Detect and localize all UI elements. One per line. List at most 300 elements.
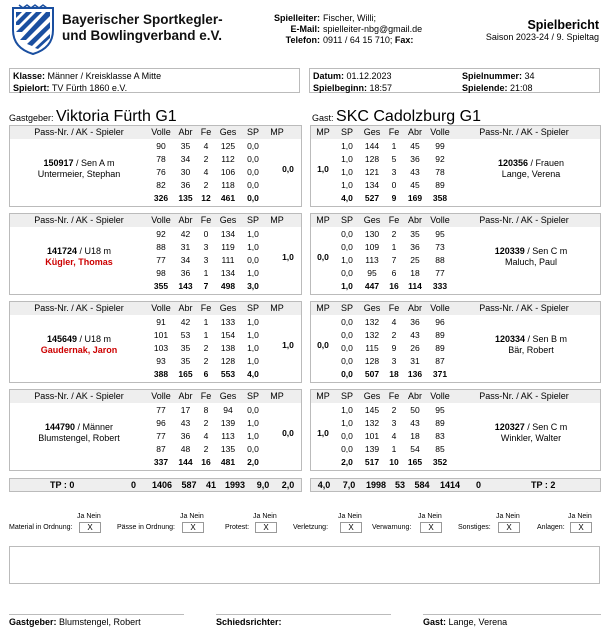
- col-header-sp: SP: [340, 391, 353, 401]
- home-game-row: [148, 241, 265, 254]
- check-box[interactable]: X: [340, 522, 362, 533]
- col-header-sp: SP: [340, 303, 353, 313]
- guest-cell-abr: 36: [410, 242, 420, 252]
- home-game-row: [148, 342, 265, 355]
- home-sum-row: [148, 192, 265, 205]
- guest-cell-ges: 447: [364, 281, 380, 291]
- guest-score-rows: [335, 140, 453, 205]
- phone-line: [323, 35, 422, 46]
- email-label: E-Mail:: [290, 24, 320, 34]
- col-header-volle: Volle: [151, 303, 171, 313]
- check-box[interactable]: X: [570, 522, 592, 533]
- col-header-ges: Ges: [219, 391, 237, 401]
- home-player-name: Gaudernak, Jaron: [40, 345, 118, 355]
- col-header-abr: Abr: [178, 127, 193, 137]
- home-player-pass-line: [10, 158, 148, 169]
- home-player-block: [9, 125, 302, 207]
- col-header-mp: MP: [270, 303, 284, 313]
- home-cell-fe: 2: [203, 154, 209, 164]
- home-player-block: [9, 389, 302, 471]
- guest-game-row: [335, 228, 453, 241]
- guest-game-row: [335, 329, 453, 342]
- home-cell-abr: 165: [178, 369, 193, 379]
- klasse-value: Männer / Kreisklasse A Mitte: [47, 71, 162, 81]
- col-header-abr: Abr: [178, 215, 193, 225]
- home-cell-sp: 2,0: [247, 457, 259, 467]
- guest-cell-sp: 1,0: [341, 281, 353, 291]
- home-signature: [9, 616, 141, 628]
- home-player-mp: 0,0: [282, 164, 294, 174]
- guest-score-rows: [335, 316, 453, 381]
- col-header-fe: Fe: [200, 127, 212, 137]
- home-player-ak: / Männer: [75, 422, 114, 432]
- guest-table-header: [311, 126, 600, 139]
- guest-game-row: [335, 342, 453, 355]
- guest-cell-abr: 31: [410, 356, 420, 366]
- home-player-pass: 145649: [46, 334, 78, 344]
- home-player-pass-line: [10, 246, 148, 257]
- home-cell-fe: 4: [203, 141, 209, 151]
- guest-cell-sp: 1,0: [341, 418, 353, 428]
- home-cell-abr: 135: [178, 193, 193, 203]
- home-cell-abr: 17: [180, 405, 191, 415]
- home-player-info: [10, 246, 148, 268]
- guest-cell-abr: 165: [407, 457, 423, 467]
- home-cell-ges: 138: [220, 343, 236, 353]
- col-header-fe: Fe: [200, 303, 212, 313]
- referee-signature-line: [216, 614, 391, 615]
- home-cell-volle: 82: [156, 180, 166, 190]
- col-header-fe: Fe: [388, 391, 400, 401]
- home-cell-abr: 35: [180, 141, 191, 151]
- guest-player-mp: 1,0: [317, 428, 329, 438]
- guest-cell-volle: 96: [435, 317, 445, 327]
- home-score-rows: [148, 228, 265, 293]
- home-cell-sp: 1,0: [247, 418, 259, 428]
- guest-game-row: [335, 153, 453, 166]
- home-cell-fe: 12: [201, 193, 211, 203]
- spielende-value: 21:08: [510, 83, 533, 93]
- home-total-mp2: 2,0: [281, 480, 295, 490]
- home-cell-volle: 96: [156, 418, 166, 428]
- guest-cell-volle: 371: [432, 369, 448, 379]
- ja-nein-header: Ja Nein: [338, 513, 362, 520]
- guest-total-fe: 53: [394, 480, 405, 490]
- guest-cell-sp: 2,0: [341, 457, 353, 467]
- guest-player-pass: 120327: [494, 422, 525, 432]
- guest-player-block: [310, 213, 601, 295]
- guest-cell-sp: 1,0: [341, 141, 353, 151]
- home-cell-fe: 2: [203, 343, 209, 353]
- guest-cell-volle: 95: [435, 405, 445, 415]
- guest-cell-sp: 1,0: [341, 180, 353, 190]
- guest-signature-line: [423, 614, 601, 615]
- col-header-abr: Abr: [178, 391, 193, 401]
- home-game-row: [148, 140, 265, 153]
- guest-cell-ges: 132: [364, 317, 380, 327]
- guest-cell-abr: 136: [407, 369, 423, 379]
- home-cell-abr: 43: [180, 418, 191, 428]
- col-header-player: Pass-Nr. / AK - Spieler: [34, 127, 124, 137]
- home-total-abr: 587: [181, 480, 197, 490]
- home-cell-sp: 0,0: [247, 193, 259, 203]
- col-header-player: Pass-Nr. / AK - Spieler: [34, 391, 124, 401]
- guest-game-row: [335, 417, 453, 430]
- guest-cell-volle: 333: [432, 281, 448, 291]
- guest-cell-fe: 1: [391, 444, 397, 454]
- guest-cell-volle: 95: [435, 229, 445, 239]
- guest-score-rows: [335, 404, 453, 469]
- check-label: Verletzung:: [293, 524, 329, 531]
- col-header-fe: Fe: [200, 391, 212, 401]
- phone-label: Telefon:: [285, 35, 320, 45]
- guest-cell-ges: 128: [364, 154, 380, 164]
- home-player-ak: / Sen A m: [73, 158, 115, 168]
- col-header-sp: SP: [340, 127, 353, 137]
- home-cell-abr: 144: [178, 457, 193, 467]
- guest-cell-fe: 7: [391, 255, 397, 265]
- home-cell-sp: 0,0: [247, 405, 259, 415]
- col-header-fe: Fe: [200, 215, 212, 225]
- ja-nein-header: Ja Nein: [253, 513, 277, 520]
- col-header-player: Pass-Nr. / AK - Spieler: [34, 215, 124, 225]
- guest-cell-abr: 114: [408, 281, 422, 291]
- guest-cell-ges: 101: [364, 431, 380, 441]
- home-signature-value: Blumstengel, Robert: [59, 617, 141, 627]
- col-header-player: Pass-Nr. / AK - Spieler: [34, 303, 124, 313]
- home-cell-sp: 0,0: [247, 154, 259, 164]
- home-cell-ges: 139: [220, 418, 236, 428]
- home-cell-ges: 128: [220, 356, 236, 366]
- guest-cell-abr: 45: [410, 141, 420, 151]
- home-tp: TP : 0: [50, 480, 75, 490]
- guest-total-mp: 4,0: [317, 480, 331, 490]
- home-cell-fe: 2: [203, 418, 209, 428]
- home-cell-volle: 77: [156, 431, 166, 441]
- guest-cell-volle: 73: [435, 242, 445, 252]
- guest-cell-abr: 43: [410, 418, 420, 428]
- home-player-name: Untermeier, Stephan: [37, 169, 121, 179]
- guest-player-name: Bär, Robert: [508, 345, 554, 355]
- home-cell-sp: 1,0: [247, 229, 259, 239]
- guest-signature-label: Gast:: [423, 617, 447, 627]
- home-cell-fe: 2: [203, 356, 209, 366]
- home-player-info: [10, 334, 148, 356]
- guest-cell-fe: 5: [391, 154, 397, 164]
- home-cell-volle: 77: [156, 405, 166, 415]
- guest-totals-bar: [310, 478, 601, 492]
- home-signature-line: [9, 614, 184, 615]
- home-sum-row: [148, 456, 265, 469]
- guest-cell-sp: 1,0: [341, 167, 353, 177]
- home-table-header: [10, 126, 301, 139]
- guest-cell-ges: 507: [364, 369, 380, 379]
- federation-line-2: und Bowlingverband e.V.: [62, 28, 223, 43]
- home-game-row: [148, 179, 265, 192]
- guest-cell-abr: 169: [407, 193, 423, 203]
- col-header-abr: Abr: [407, 215, 422, 225]
- home-sum-row: [148, 368, 265, 381]
- home-cell-abr: 35: [180, 343, 191, 353]
- guest-cell-sp: 0,0: [341, 356, 353, 366]
- home-cell-abr: 31: [180, 242, 191, 252]
- home-cell-abr: 34: [180, 154, 191, 164]
- home-total-fe: 41: [205, 480, 216, 490]
- guest-cell-fe: 4: [391, 431, 397, 441]
- guest-signature-value: Lange, Verena: [448, 617, 508, 627]
- guest-cell-sp: 4,0: [341, 193, 353, 203]
- home-game-row: [148, 166, 265, 179]
- datum-value: 01.12.2023: [346, 71, 392, 81]
- report-title-block: [486, 18, 599, 43]
- guest-cell-ges: 128: [364, 356, 380, 366]
- home-sum-row: [148, 280, 265, 293]
- home-game-row: [148, 228, 265, 241]
- col-header-sp: SP: [340, 215, 353, 225]
- guest-player-info: [460, 158, 602, 180]
- home-cell-abr: 34: [180, 255, 191, 265]
- home-game-row: [148, 267, 265, 280]
- guest-cell-fe: 6: [391, 268, 397, 278]
- home-game-row: [148, 153, 265, 166]
- guest-player-block: [310, 125, 601, 207]
- guest-cell-abr: 35: [410, 229, 420, 239]
- ja-nein-header: Ja Nein: [568, 513, 592, 520]
- home-player-pass: 141724: [46, 246, 78, 256]
- guest-cell-ges: 109: [364, 242, 380, 252]
- home-player-name: Blumstengel, Robert: [38, 433, 120, 443]
- guest-tp: TP : 2: [531, 480, 556, 490]
- col-header-volle: Volle: [430, 303, 450, 313]
- home-cell-ges: 498: [220, 281, 236, 291]
- season-label: Saison 2023-24 / 9. Spieltag: [485, 32, 599, 42]
- guest-game-row: [335, 179, 453, 192]
- home-cell-ges: 135: [220, 444, 236, 454]
- col-header-fe: Fe: [388, 303, 400, 313]
- home-player-pass: 144790: [44, 422, 75, 432]
- col-header-sp: SP: [246, 127, 259, 137]
- guest-player-pass-line: [460, 246, 602, 257]
- email-value: spielleiter-nbg@gmail.de: [323, 24, 423, 34]
- home-cell-ges: 106: [220, 167, 236, 177]
- home-player-pass-line: [10, 334, 148, 345]
- col-header-sp: SP: [246, 303, 259, 313]
- guest-game-row: [335, 443, 453, 456]
- home-table-header: [10, 302, 301, 315]
- guest-player-ak: / Frauen: [528, 158, 565, 168]
- guest-cell-sp: 1,0: [341, 154, 353, 164]
- home-cell-fe: 0: [203, 229, 209, 239]
- guest-team-label: Gast:: [312, 113, 334, 123]
- guest-player-block: [310, 389, 601, 471]
- guest-cell-ges: 130: [364, 229, 380, 239]
- col-header-ges: Ges: [363, 391, 381, 401]
- col-header-ges: Ges: [219, 127, 237, 137]
- col-header-volle: Volle: [430, 127, 450, 137]
- home-cell-fe: 1: [203, 330, 209, 340]
- guest-cell-volle: 83: [435, 431, 445, 441]
- guest-cell-volle: 99: [435, 141, 445, 151]
- ja-nein-header: Ja Nein: [496, 513, 520, 520]
- check-box[interactable]: X: [79, 522, 101, 533]
- check-label: Pässe in Ordnung:: [117, 524, 175, 531]
- guest-player-pass: 120334: [494, 334, 525, 344]
- fax-label: Fax:: [394, 35, 414, 45]
- match-info-right: [309, 68, 600, 93]
- guest-cell-volle: 89: [435, 180, 445, 190]
- guest-player-pass-line: [460, 334, 602, 345]
- home-player-block: [9, 301, 302, 383]
- home-cell-volle: 98: [156, 268, 166, 278]
- guest-cell-sp: 1,0: [341, 255, 353, 265]
- klasse-label: Klasse:: [13, 71, 46, 81]
- home-cell-volle: 101: [153, 330, 169, 340]
- guest-total-volle: 1414: [439, 480, 461, 490]
- guest-score-rows: [335, 228, 453, 293]
- guest-cell-fe: 2: [391, 330, 397, 340]
- guest-cell-fe: 4: [391, 317, 397, 327]
- col-header-mp: MP: [316, 303, 330, 313]
- guest-cell-abr: 18: [410, 268, 420, 278]
- home-game-row: [148, 355, 265, 368]
- home-game-row: [148, 316, 265, 329]
- col-header-abr: Abr: [407, 127, 422, 137]
- guest-game-row: [335, 254, 453, 267]
- check-box[interactable]: X: [255, 522, 277, 533]
- home-player-ak: / U18 m: [77, 334, 112, 344]
- col-header-fe: Fe: [388, 127, 400, 137]
- match-info-left: [9, 68, 300, 93]
- col-header-volle: Volle: [430, 215, 450, 225]
- guest-game-row: [335, 404, 453, 417]
- check-box[interactable]: X: [420, 522, 442, 533]
- guest-cell-volle: 352: [432, 457, 448, 467]
- home-cell-abr: 36: [180, 180, 191, 190]
- federation-logo: [10, 4, 56, 56]
- home-game-row: [148, 430, 265, 443]
- guest-player-info: [460, 246, 602, 268]
- referee-signature-label: Schiedsrichter:: [216, 617, 282, 627]
- guest-game-row: [335, 355, 453, 368]
- guest-cell-ges: 121: [364, 167, 380, 177]
- home-cell-sp: 0,0: [247, 180, 259, 190]
- spielbeginn-value: 18:57: [369, 83, 393, 93]
- guest-cell-fe: 2: [391, 405, 397, 415]
- guest-player-pass: 120356: [497, 158, 528, 168]
- guest-cell-sp: 0,0: [341, 444, 353, 454]
- home-cell-abr: 42: [180, 317, 191, 327]
- guest-cell-fe: 3: [391, 356, 397, 366]
- home-score-rows: [148, 404, 265, 469]
- home-cell-ges: 154: [220, 330, 236, 340]
- home-cell-volle: 88: [156, 242, 166, 252]
- guest-cell-fe: 9: [391, 193, 397, 203]
- spielnummer-value: 34: [524, 71, 535, 81]
- guest-cell-abr: 43: [410, 330, 420, 340]
- spielort-label: Spielort:: [13, 83, 50, 93]
- ja-nein-header: Ja Nein: [418, 513, 442, 520]
- guest-player-name: Maluch, Paul: [504, 257, 558, 267]
- home-cell-fe: 1: [203, 268, 209, 278]
- home-total-sp: 9,0: [256, 480, 270, 490]
- guest-game-row: [335, 430, 453, 443]
- home-cell-fe: 8: [203, 405, 209, 415]
- home-cell-volle: 103: [153, 343, 169, 353]
- guest-player-block: [310, 301, 601, 383]
- home-cell-volle: 87: [156, 444, 166, 454]
- guest-player-pass: 120339: [494, 246, 525, 256]
- col-header-mp: MP: [316, 391, 330, 401]
- check-box[interactable]: X: [182, 522, 204, 533]
- home-player-mp: 1,0: [282, 340, 294, 350]
- guest-player-pass-line: [460, 158, 602, 169]
- home-table-header: [10, 214, 301, 227]
- home-cell-abr: 48: [180, 444, 191, 454]
- spielleiter-label: Spielleiter:: [273, 13, 320, 23]
- guest-cell-volle: 88: [435, 255, 445, 265]
- guest-signature: [423, 616, 507, 628]
- guest-cell-volle: 77: [435, 268, 445, 278]
- guest-sum-row: [335, 456, 453, 469]
- col-header-ges: Ges: [363, 127, 381, 137]
- home-cell-volle: 337: [153, 457, 169, 467]
- check-box[interactable]: X: [498, 522, 520, 533]
- guest-cell-abr: 54: [410, 444, 420, 454]
- home-cell-sp: 1,0: [247, 317, 259, 327]
- guest-cell-volle: 92: [435, 154, 445, 164]
- home-player-mp: 1,0: [282, 252, 294, 262]
- home-cell-sp: 1,0: [247, 242, 259, 252]
- home-cell-ges: 125: [220, 141, 236, 151]
- home-cell-abr: 30: [180, 167, 191, 177]
- guest-cell-abr: 25: [410, 255, 420, 265]
- check-label: Verwarnung:: [372, 524, 412, 531]
- guest-cell-ges: 139: [364, 444, 380, 454]
- home-team-name: Viktoria Fürth G1: [56, 108, 177, 125]
- guest-cell-ges: 115: [365, 343, 379, 353]
- guest-total-sp: 7,0: [342, 480, 356, 490]
- home-cell-ges: 113: [221, 431, 235, 441]
- home-score-rows: [148, 316, 265, 381]
- check-label: Sonstiges:: [458, 524, 491, 531]
- guest-sum-row: [335, 192, 453, 205]
- home-totals-bar: [9, 478, 302, 492]
- home-cell-fe: 4: [203, 431, 209, 441]
- report-title: Spielbericht: [527, 18, 599, 32]
- guest-cell-ges: 132: [364, 418, 380, 428]
- guest-cell-volle: 89: [435, 330, 445, 340]
- col-header-volle: Volle: [151, 391, 171, 401]
- federation-line-1: Bayerischer Sportkegler-: [62, 12, 223, 27]
- guest-game-row: [335, 140, 453, 153]
- guest-cell-fe: 1: [391, 242, 397, 252]
- home-cell-ges: 133: [220, 317, 236, 327]
- remarks-box[interactable]: [9, 546, 600, 584]
- home-cell-fe: 2: [203, 444, 209, 454]
- spielende-label: Spielende:: [462, 83, 508, 93]
- guest-player-pass-line: [460, 422, 602, 433]
- guest-table-header: [311, 390, 600, 403]
- guest-cell-volle: 87: [435, 356, 445, 366]
- home-cell-sp: 1,0: [247, 431, 259, 441]
- contact-labels: [230, 13, 320, 46]
- home-signature-label: Gastgeber:: [9, 617, 57, 627]
- guest-cell-abr: 43: [410, 167, 420, 177]
- home-cell-sp: 0,0: [247, 444, 259, 454]
- guest-total-mp2: 0: [476, 480, 482, 490]
- guest-cell-fe: 3: [391, 418, 397, 428]
- guest-cell-ges: 113: [365, 255, 379, 265]
